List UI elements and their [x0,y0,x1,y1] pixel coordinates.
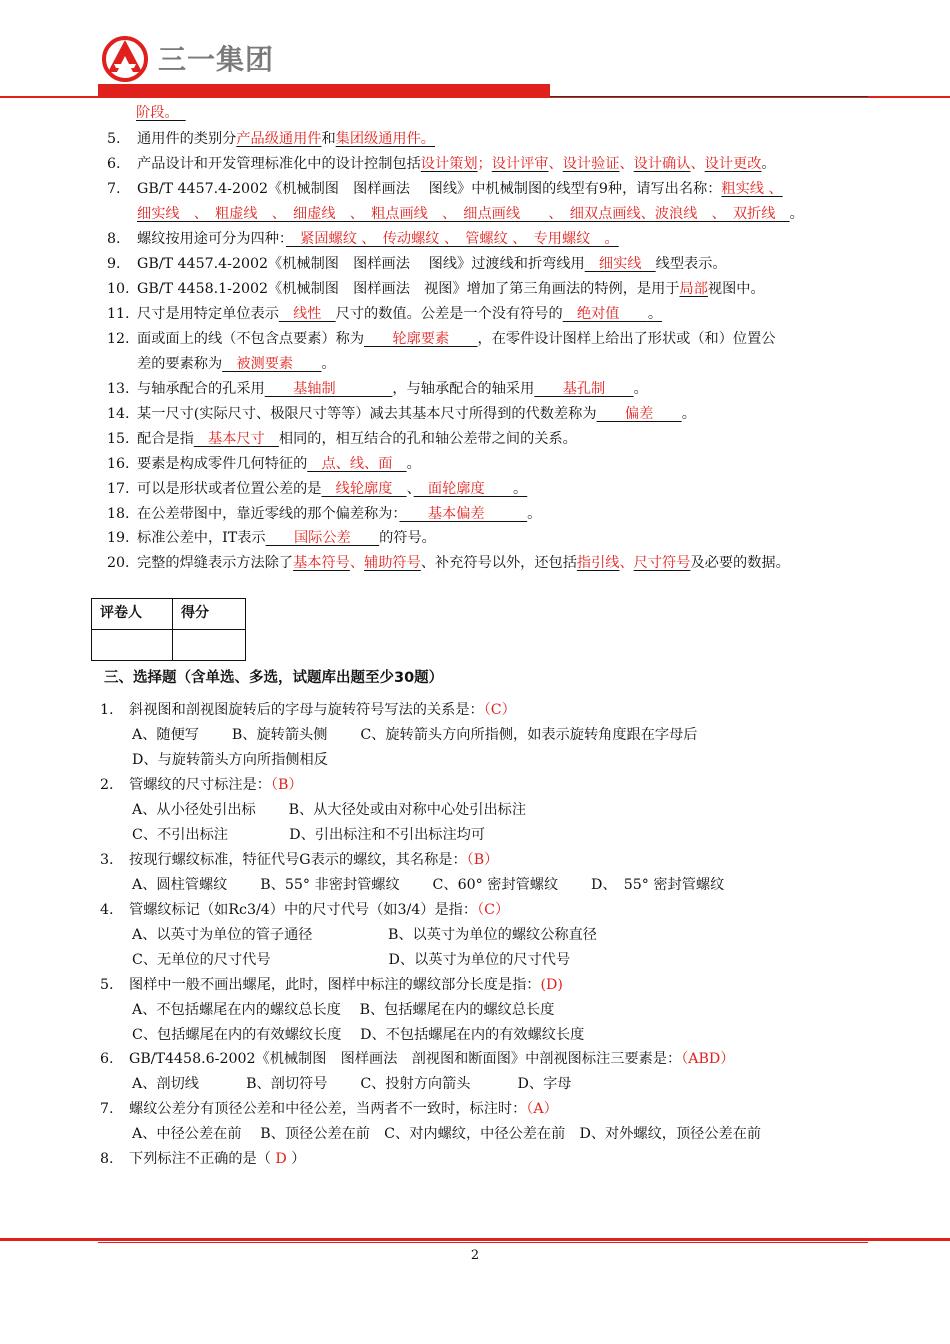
section-3-title: 三、选择题（含单选、多选，试题库出题至少30题） [104,670,444,686]
mc-options-5b: C、包括螺尾在内的有效螺纹长度 D、不包括螺尾在内的有效螺纹长度 [132,1027,585,1043]
carry-line: 阶段。 [136,105,172,121]
score-header: 得分 [173,599,246,630]
footer-rule [0,1238,950,1241]
mc-question-2: 2. 管螺纹的尺寸标注是：（B） [100,777,303,793]
fill-question-11: 11. 尺寸是用特定单位表示 线性 尺寸的数值。公差是一个没有符号的 绝对值 。 [107,306,663,322]
fill-question-8: 8. 螺纹按用途可分为四种： 紧固螺纹 、 传动螺纹 、 管螺纹 、 专用螺纹 。 [107,231,619,247]
score-cell [173,630,246,661]
fill-question-7-cont: 细实线 、 粗虚线 、 细虚线 、 粗点画线 、 细点画线 、 细双点画线、波浪线 、 双折线 。 [137,206,804,222]
grader-score-table [91,598,246,661]
fill-question-5: 5. 通用件的类别分产品级通用件和集团级通用件。 [107,131,435,147]
fill-question-17: 17. 可以是形状或者位置公差的是 线轮廓度 、 面轮廓度 。 [107,481,528,497]
page-header [0,0,950,110]
header-accent-bar [98,84,550,98]
mc-question-5: 5. 图样中一般不画出螺尾，此时，图样中标注的螺纹部分长度是指：(D) [100,977,563,993]
fill-question-14: 14. 某一尺寸(实际尺寸、极限尺寸等等）减去其基本尺寸所得到的代数差称为 偏差 。 [107,406,696,422]
mc-options-5a: A、不包括螺尾在内的螺纹总长度 B、包括螺尾在内的螺纹总长度 [132,1002,555,1018]
mc-options-2a: A、从小径处引出标 B、从大径处或由对称中心处引出标注 [132,802,527,818]
sany-logo-icon [100,34,150,82]
mc-options-1b: D、与旋转箭头方向所指侧相反 [132,752,328,768]
mc-question-3: 3. 按现行螺纹标准，特征代号G表示的螺纹，其名称是：（B） [100,852,499,868]
mc-options-3a: A、圆柱管螺纹 B、55° 非密封管螺纹 C、60° 密封管螺纹 D、 55° 密封管螺纹 [132,877,725,893]
fill-question-15: 15. 配合是指 基本尺寸 相同的，相互结合的孔和轴公差带之间的关系。 [107,431,577,447]
fill-question-6: 6. 产品设计和开发管理标准化中的设计控制包括设计策划；设计评审、设计验证、设计确认、设计更改。 [107,156,776,172]
mc-question-1: 1. 斜视图和剖视图旋转后的字母与旋转符号写法的关系是：（C） [100,702,516,718]
fill-question-9: 9. GB/T 4457.4-2002《机械制图 图样画法 图线》过渡线和折弯线用 细实线 线型表示。 [107,256,727,272]
mc-question-8: 8. 下列标注不正确的是（ D ） [100,1151,306,1167]
mc-options-7a: A、中径公差在前 B、顶径公差在前 C、对内螺纹，中径公差在前 D、对外螺纹，顶径公差在前 [132,1126,762,1142]
mc-options-4b: C、无单位的尺寸代号 D、以英寸为单位的尺寸代号 [132,952,571,968]
mc-options-2b: C、不引出标注 D、引出标注和不引出标注均可 [132,827,486,843]
fill-question-16: 16. 要素是构成零件几何特征的 点、线、面 。 [107,456,421,472]
grader-cell [92,630,173,661]
grader-header: 评卷人 [92,599,173,630]
header-thin-rule [550,96,868,97]
mc-options-6a: A、剖切线 B、剖切符号 C、投射方向箭头 D、字母 [132,1076,572,1092]
fill-question-20: 20. 完整的焊缝表示方法除了基本符号、辅助符号、补充符号以外，还包括指引线、尺寸符号及必要的数据。 [107,555,790,571]
fill-question-10: 10. GB/T 4458.1-2002《机械制图 图样画法 视图》增加了第三角画法的特例，是用于局部视图中。 [107,281,765,297]
fill-question-13: 13. 与轴承配合的孔采用 基轴制 ，与轴承配合的轴采用 基孔制 。 [107,381,648,397]
company-name: 三一集团 [158,43,275,76]
mc-question-4: 4. 管螺纹标记（如Rc3/4）中的尺寸代号（如3/4）是指：（C） [100,902,510,918]
footer-thin-rule [98,1242,868,1243]
fill-question-19: 19. 标准公差中，IT表示 国际公差 的符号。 [107,530,436,546]
fill-question-7: 7. GB/T 4457.4-2002《机械制图 图样画法 图线》中机械制图的线型有9种，请写出名称：粗实线 、 [107,181,783,197]
company-logo [100,34,274,82]
page-number: 2 [470,1248,480,1263]
fill-question-12: 12. 面或面上的线（不包含点要素）称为 轮廓要素 ，在零件设计图样上给出了形状或（和）位置公 [107,331,776,347]
mc-options-1a: A、随便写 B、旋转箭头侧 C、旋转箭头方向所指侧，如表示旋转角度跟在字母后 [132,727,698,743]
fill-question-18: 18. 在公差带图中，靠近零线的那个偏差称为： 基本偏差 。 [107,506,542,522]
fill-question-12-cont: 差的要素称为 被测要素 。 [137,356,336,372]
mc-question-7: 7. 螺纹公差分有顶径公差和中径公差，当两者不一致时，标注时：（A） [100,1101,558,1117]
mc-options-4a: A、以英寸为单位的管子通径 B、以英寸为单位的螺纹公称直径 [132,927,597,943]
mc-question-6: 6. GB/T4458.6-2002《机械制图 图样画法 剖视图和断面图》中剖视图标注三要素是：（ABD） [100,1051,735,1067]
